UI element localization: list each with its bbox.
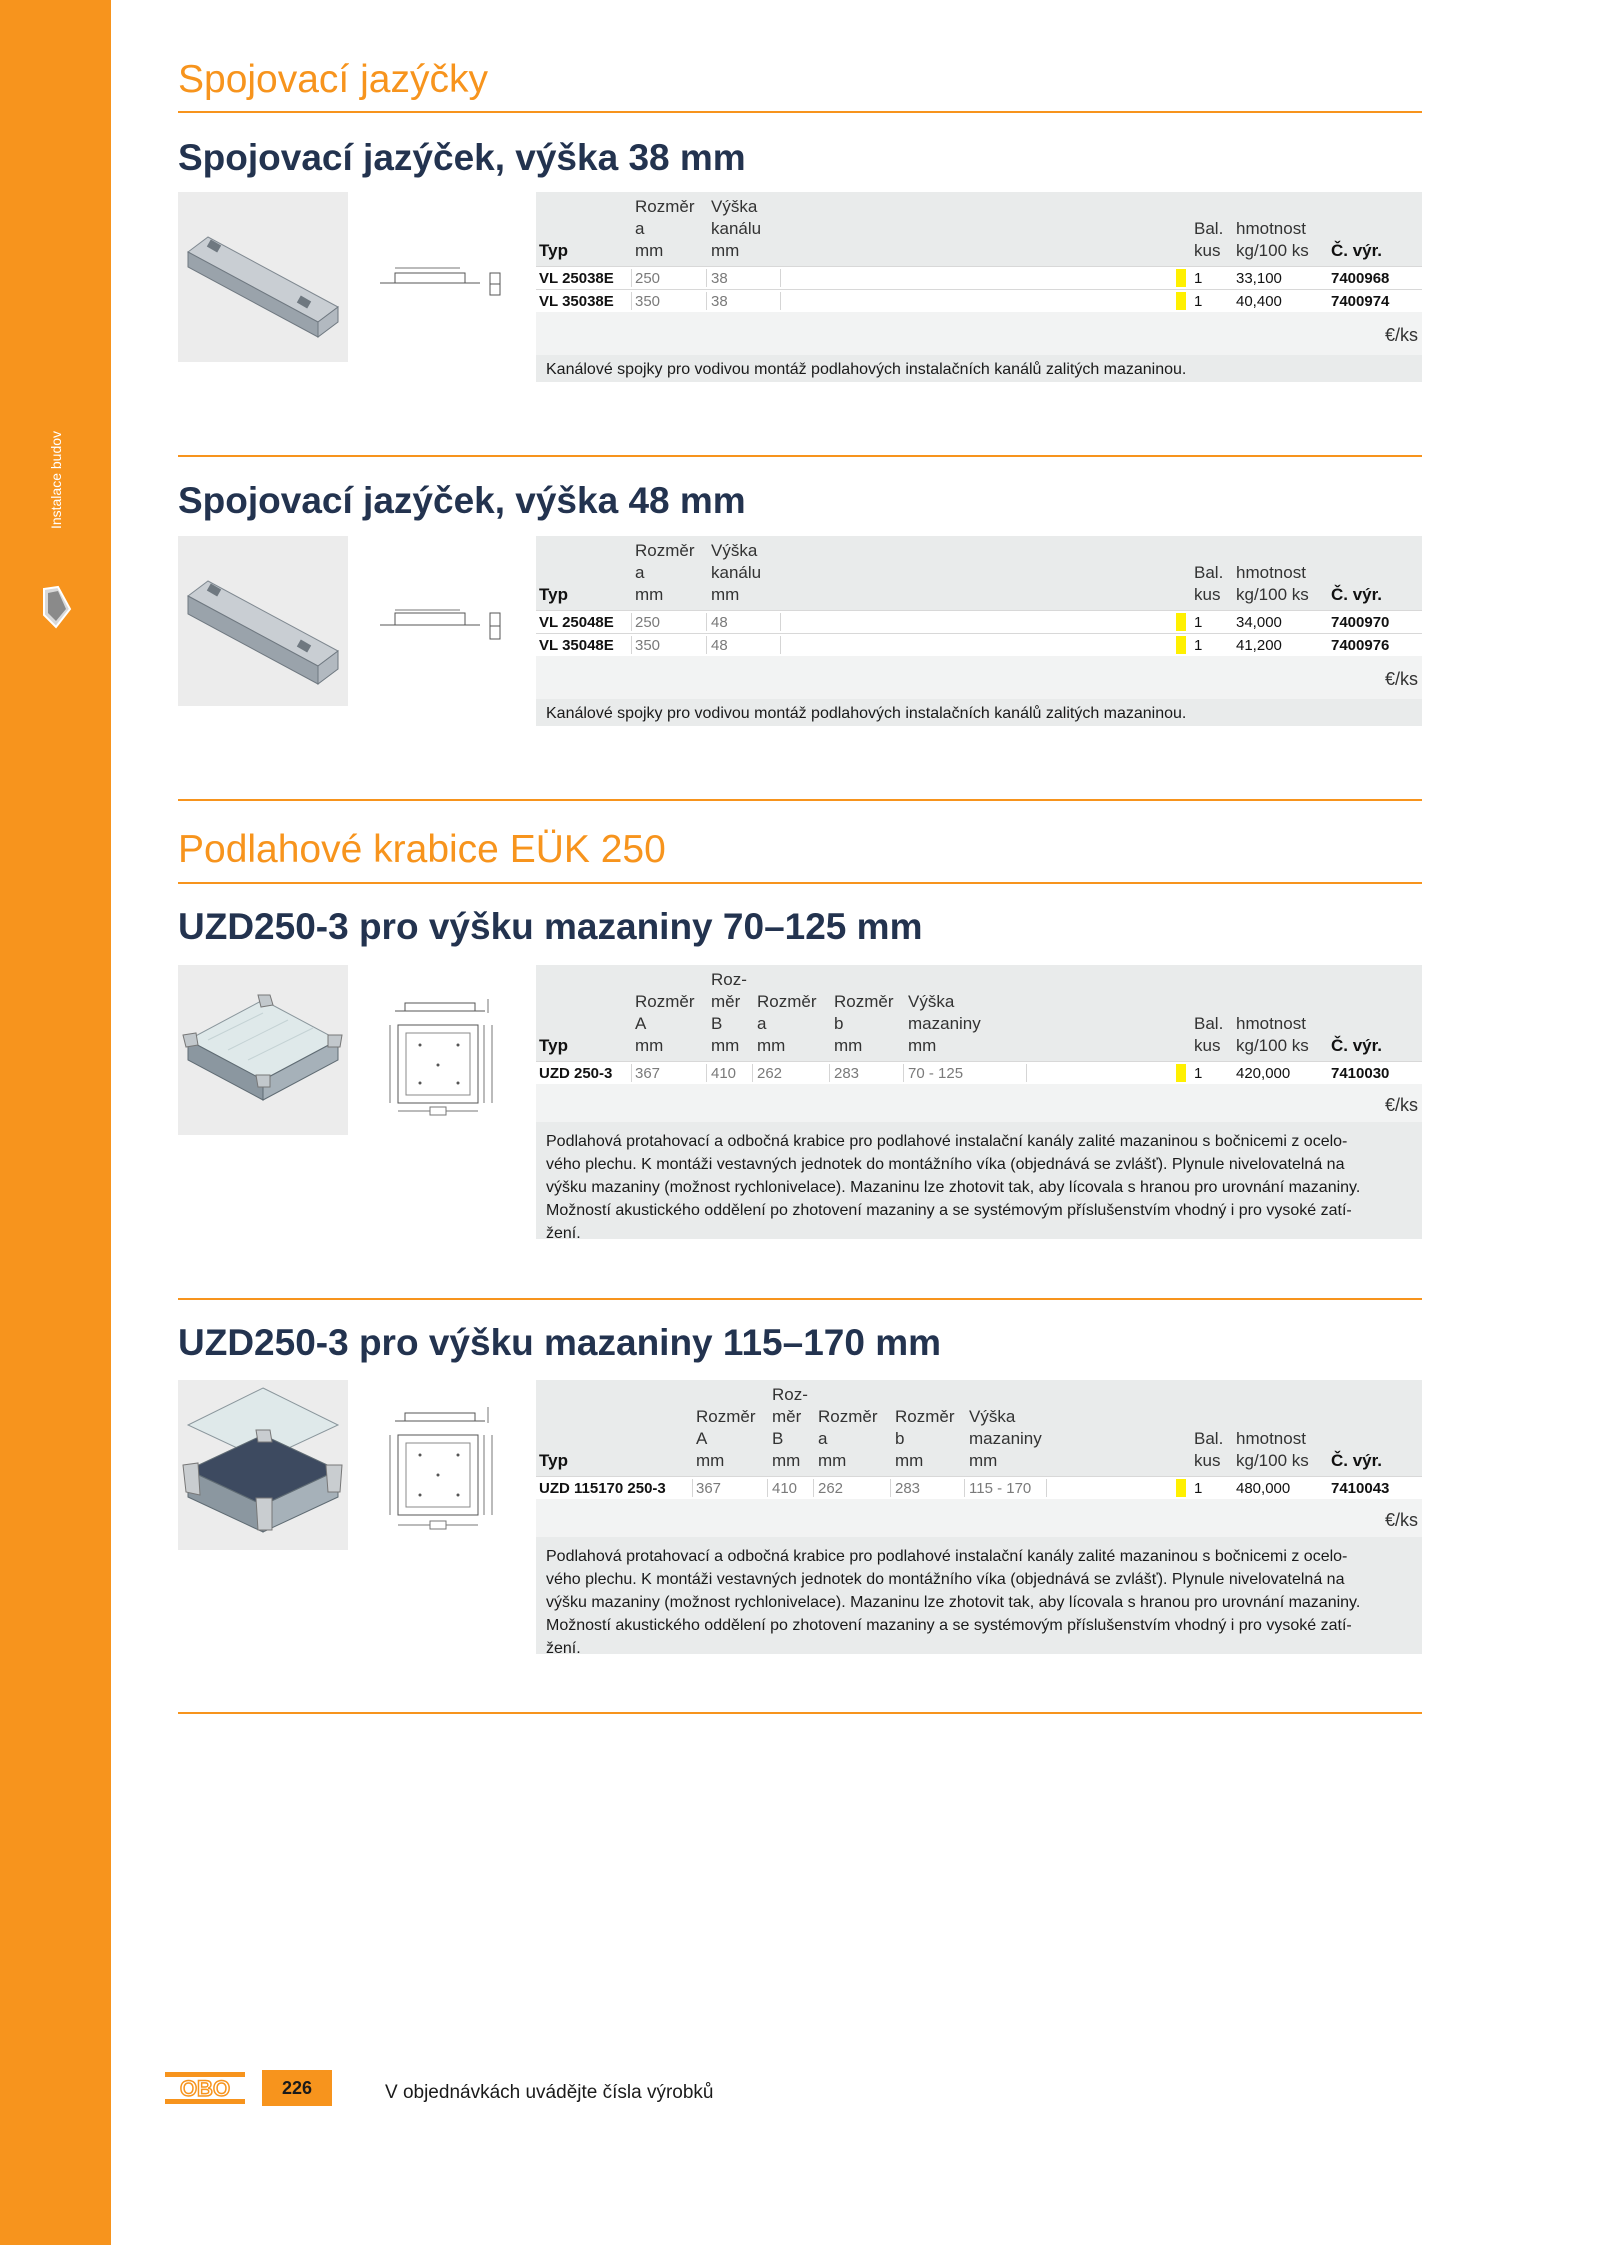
col-vyska-mazaniny: Výška mazaniny mm bbox=[908, 992, 981, 1055]
product-photo bbox=[178, 1380, 348, 1550]
col-rozmer: Rozměr a mm bbox=[635, 541, 695, 604]
col-bal: Bal. kus bbox=[1194, 1014, 1224, 1055]
col-rozmer-a: Rozměr a mm bbox=[757, 992, 817, 1055]
sidebar-label: Instalace budov bbox=[48, 430, 64, 530]
highlight-marker bbox=[1176, 613, 1186, 631]
table-header bbox=[536, 536, 1422, 610]
page-number: 226 bbox=[262, 2070, 332, 2106]
product-photo bbox=[178, 192, 348, 362]
page-marker-icon bbox=[42, 585, 72, 630]
product-title: Spojovací jazýček, výška 38 mm bbox=[178, 137, 746, 178]
highlight-marker bbox=[1176, 636, 1186, 654]
table-header bbox=[536, 192, 1422, 266]
product-table bbox=[536, 192, 1422, 382]
col-rozmer-b: Rozměr b mm bbox=[895, 1407, 955, 1470]
table-header bbox=[536, 965, 1422, 1061]
table-header bbox=[536, 1380, 1422, 1476]
section-rule bbox=[178, 111, 1422, 113]
col-vyska-mazaniny: Výška mazaniny mm bbox=[969, 1407, 1042, 1470]
product-description: Kanálové spojky pro vodivou montáž podlahových instalačních kanálů zalitých mazaninou. bbox=[536, 355, 1422, 382]
col-rozmer: Rozměr a mm bbox=[635, 197, 695, 260]
highlight-marker bbox=[1176, 1064, 1186, 1082]
col-rozmer-A: Rozměr A mm bbox=[696, 1407, 756, 1470]
product-table bbox=[536, 1380, 1422, 1657]
col-cislo: Č. výr. bbox=[1331, 241, 1383, 260]
col-vyska: Výška kanálu mm bbox=[711, 197, 762, 260]
price-unit: €/ks bbox=[1384, 1510, 1418, 1530]
col-cislo: Č. výr. bbox=[1331, 1451, 1383, 1470]
col-cislo: Č. výr. bbox=[1331, 1036, 1383, 1055]
connector-image bbox=[178, 192, 348, 362]
table-row: UZD 115170 250-3 367 410 262 283 115 - 170 1 480,000 7410043 bbox=[536, 1476, 1422, 1499]
product-title: Spojovací jazýček, výška 48 mm bbox=[178, 480, 746, 521]
col-bal: Bal. kus bbox=[1194, 1429, 1224, 1470]
section-rule bbox=[178, 799, 1422, 801]
highlight-marker bbox=[1176, 292, 1186, 310]
price-unit: €/ks bbox=[1384, 1095, 1418, 1115]
highlight-marker bbox=[1176, 269, 1186, 287]
table-row: VL 25038E 250 38 1 33,100 7400968 bbox=[536, 266, 1422, 289]
connector-image bbox=[178, 536, 348, 706]
price-unit: €/ks bbox=[1384, 325, 1418, 345]
price-unit: €/ks bbox=[1384, 669, 1418, 689]
col-rozmer-B: Roz- měr B mm bbox=[711, 970, 747, 1055]
product-description: Kanálové spojky pro vodivou montáž podlahových instalačních kanálů zalitých mazaninou. bbox=[536, 699, 1422, 726]
section-rule bbox=[178, 455, 1422, 457]
section-rule bbox=[178, 882, 1422, 884]
floor-box-image bbox=[178, 1380, 348, 1550]
col-bal: Bal. kus bbox=[1194, 563, 1224, 604]
col-hmotnost: hmotnost kg/100 ks bbox=[1236, 563, 1309, 604]
section-rule bbox=[178, 1298, 1422, 1300]
floor-box-image bbox=[178, 965, 348, 1135]
table-row: VL 35038E 350 38 1 40,400 7400974 bbox=[536, 289, 1422, 312]
col-typ: Typ bbox=[539, 585, 568, 604]
table-row: VL 35048E 350 48 1 41,200 7400976 bbox=[536, 633, 1422, 656]
technical-drawing bbox=[375, 600, 510, 650]
technical-drawing bbox=[375, 258, 510, 308]
section-heading: Podlahové krabice EÜK 250 bbox=[178, 828, 666, 871]
highlight-marker bbox=[1176, 1479, 1186, 1497]
svg-text:OBO: OBO bbox=[179, 2076, 231, 2101]
col-cislo: Č. výr. bbox=[1331, 585, 1383, 604]
product-table bbox=[536, 536, 1422, 726]
product-description: Podlahová protahovací a odbočná krabice pro podlahové instalační kanály zalité mazaninou s bočnicemi z ocelo- vého plechu. K montáži vestavných jednotek do montážního víka (objednává se zvlášť). Plynule nivelovatelná na výšku mazaniny (možnost rychlonivelace). Mazaninu lze zhotovit tak, aby lícovala s hranou pro urovnání mazaniny. Možností akustického oddělení po zhotovení mazaniny a se systémovým příslušenstvím vhodný i pro vysoké zatí- žení. bbox=[536, 1122, 1422, 1239]
footer-note: V objednávkách uvádějte čísla výrobků bbox=[385, 2082, 714, 2103]
col-bal: Bal. kus bbox=[1194, 219, 1224, 260]
col-typ: Typ bbox=[539, 1451, 568, 1470]
table-row: UZD 250-3 367 410 262 283 70 - 125 1 420,000 7410030 bbox=[536, 1061, 1422, 1084]
col-rozmer-a: Rozměr a mm bbox=[818, 1407, 878, 1470]
col-typ: Typ bbox=[539, 1036, 568, 1055]
col-rozmer-A: Rozměr A mm bbox=[635, 992, 695, 1055]
product-photo bbox=[178, 536, 348, 706]
col-hmotnost: hmotnost kg/100 ks bbox=[1236, 1014, 1309, 1055]
product-table bbox=[536, 965, 1422, 1242]
col-rozmer-B: Roz- měr B mm bbox=[772, 1385, 808, 1470]
col-hmotnost: hmotnost kg/100 ks bbox=[1236, 219, 1309, 260]
technical-drawing bbox=[380, 1405, 505, 1540]
section-heading: Spojovací jazýčky bbox=[178, 58, 488, 101]
product-title: UZD250-3 pro výšku mazaniny 70–125 mm bbox=[178, 906, 923, 947]
table-row: VL 25048E 250 48 1 34,000 7400970 bbox=[536, 610, 1422, 633]
product-title: UZD250-3 pro výšku mazaniny 115–170 mm bbox=[178, 1322, 941, 1363]
col-typ: Typ bbox=[539, 241, 568, 260]
orange-sidebar bbox=[0, 0, 111, 2245]
product-description: Podlahová protahovací a odbočná krabice pro podlahové instalační kanály zalité mazaninou s bočnicemi z ocelo- vého plechu. K montáži vestavných jednotek do montážního víka (objednává se zvlášť). Plynule nivelovatelná na výšku mazaniny (možnost rychlonivelace). Mazaninu lze zhotovit tak, aby lícovala s hranou pro urovnání mazaniny. Možností akustického oddělení po zhotovení mazaniny a se systémovým příslušenstvím vhodný i pro vysoké zatí- žení. bbox=[536, 1537, 1422, 1654]
col-hmotnost: hmotnost kg/100 ks bbox=[1236, 1429, 1309, 1470]
technical-drawing bbox=[380, 995, 505, 1125]
product-photo bbox=[178, 965, 348, 1135]
col-vyska: Výška kanálu mm bbox=[711, 541, 762, 604]
col-rozmer-b: Rozměr b mm bbox=[834, 992, 894, 1055]
obo-logo bbox=[165, 2072, 245, 2104]
section-rule bbox=[178, 1712, 1422, 1714]
